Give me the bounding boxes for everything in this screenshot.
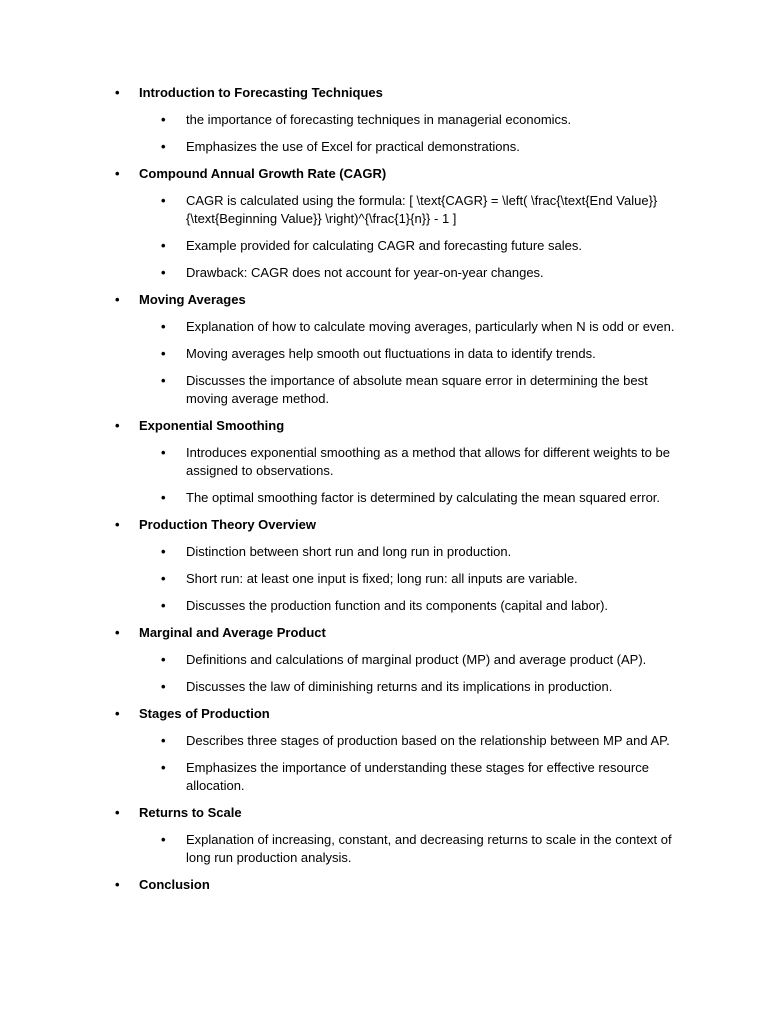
outline-section — [0, 291, 768, 408]
sub-bullet-list — [0, 651, 768, 696]
bullet-icon: • — [115, 85, 120, 100]
sub-bullet-item — [0, 138, 768, 156]
sub-bullet-text: Drawback: CAGR does not account for year-on-year changes. — [186, 265, 544, 280]
bullet-icon: • — [161, 112, 166, 127]
sub-bullet-list — [0, 543, 768, 615]
sub-bullet-list — [0, 732, 768, 795]
section-heading-text: Introduction to Forecasting Techniques — [139, 85, 383, 100]
section-heading — [0, 876, 768, 894]
outline-section — [0, 876, 768, 894]
bullet-icon: • — [115, 166, 120, 181]
sub-bullet-text: Describes three stages of production based on the relationship between MP and AP. — [186, 733, 670, 748]
bullet-icon: • — [161, 760, 166, 775]
bullet-icon: • — [161, 319, 166, 334]
sub-bullet-item — [0, 192, 768, 228]
sub-bullet-item — [0, 264, 768, 282]
outline-section — [0, 705, 768, 795]
sub-bullet-list — [0, 444, 768, 507]
section-heading-text: Conclusion — [139, 877, 210, 892]
sub-bullet-text: Discusses the law of diminishing returns and its implications in production. — [186, 679, 613, 694]
outline-section — [0, 516, 768, 615]
bullet-icon: • — [161, 265, 166, 280]
sub-bullet-item — [0, 318, 768, 336]
bullet-icon: • — [115, 292, 120, 307]
sub-bullet-item — [0, 678, 768, 696]
sub-bullet-text: Explanation of how to calculate moving averages, particularly when N is odd or even. — [186, 319, 675, 334]
section-heading — [0, 84, 768, 102]
bullet-icon: • — [161, 490, 166, 505]
sub-bullet-list — [0, 831, 768, 867]
bullet-icon: • — [161, 373, 166, 388]
sub-bullet-item — [0, 732, 768, 750]
outline-section — [0, 624, 768, 696]
sub-bullet-item — [0, 111, 768, 129]
sub-bullet-item — [0, 570, 768, 588]
section-heading — [0, 165, 768, 183]
bullet-icon: • — [161, 346, 166, 361]
sub-bullet-item — [0, 543, 768, 561]
sub-bullet-text: Example provided for calculating CAGR and forecasting future sales. — [186, 238, 582, 253]
bullet-icon: • — [161, 832, 166, 847]
section-heading-text: Compound Annual Growth Rate (CAGR) — [139, 166, 387, 181]
sub-bullet-text: Short run: at least one input is fixed; long run: all inputs are variable. — [186, 571, 578, 586]
bullet-icon: • — [161, 652, 166, 667]
sub-bullet-text: Distinction between short run and long run in production. — [186, 544, 512, 559]
section-heading — [0, 291, 768, 309]
bullet-icon: • — [115, 706, 120, 721]
bullet-icon: • — [161, 733, 166, 748]
section-heading-text: Marginal and Average Product — [139, 625, 326, 640]
sub-bullet-text: the importance of forecasting techniques in managerial economics. — [186, 112, 572, 127]
sub-bullet-list — [0, 111, 768, 156]
section-heading — [0, 804, 768, 822]
outline-list — [0, 84, 768, 903]
bullet-icon: • — [161, 679, 166, 694]
section-heading — [0, 516, 768, 534]
bullet-icon: • — [161, 238, 166, 253]
bullet-icon: • — [161, 193, 166, 208]
bullet-icon: • — [115, 418, 120, 433]
sub-bullet-item — [0, 759, 768, 795]
sub-bullet-item — [0, 444, 768, 480]
sub-bullet-text: The optimal smoothing factor is determined by calculating the mean squared error. — [186, 490, 661, 505]
sub-bullet-item — [0, 831, 768, 867]
sub-bullet-text: Moving averages help smooth out fluctuations in data to identify trends. — [186, 346, 596, 361]
sub-bullet-item — [0, 597, 768, 615]
bullet-icon: • — [115, 877, 120, 892]
outline-section — [0, 804, 768, 867]
bullet-icon: • — [115, 517, 120, 532]
bullet-icon: • — [115, 625, 120, 640]
bullet-icon: • — [161, 139, 166, 154]
outline-section — [0, 84, 768, 156]
bullet-icon: • — [161, 598, 166, 613]
sub-bullet-list — [0, 318, 768, 408]
section-heading — [0, 624, 768, 642]
outline-section — [0, 417, 768, 507]
sub-bullet-item — [0, 489, 768, 507]
outline-section — [0, 165, 768, 282]
sub-bullet-item — [0, 372, 768, 408]
sub-bullet-text: Emphasizes the importance of understanding these stages for effective resource allocation. — [186, 760, 649, 793]
section-heading-text: Stages of Production — [139, 706, 270, 721]
sub-bullet-text: CAGR is calculated using the formula: [ \text{CAGR} = \left( \frac{\text{End Value}}{\text{Beginning Value}} \right)^{\frac{1}{n}} - 1 ] — [186, 193, 658, 226]
section-heading-text: Moving Averages — [139, 292, 246, 307]
sub-bullet-item — [0, 237, 768, 255]
sub-bullet-item — [0, 651, 768, 669]
section-heading — [0, 417, 768, 435]
sub-bullet-text: Introduces exponential smoothing as a method that allows for different weights to be assigned to observations. — [186, 445, 670, 478]
bullet-icon: • — [115, 805, 120, 820]
section-heading-text: Exponential Smoothing — [139, 418, 285, 433]
section-heading-text: Returns to Scale — [139, 805, 242, 820]
bullet-icon: • — [161, 544, 166, 559]
sub-bullet-text: Discusses the production function and its components (capital and labor). — [186, 598, 609, 613]
sub-bullet-text: Definitions and calculations of marginal product (MP) and average product (AP). — [186, 652, 647, 667]
section-heading — [0, 705, 768, 723]
sub-bullet-list — [0, 192, 768, 282]
bullet-icon: • — [161, 571, 166, 586]
sub-bullet-text: Explanation of increasing, constant, and decreasing returns to scale in the context of long run production analysis. — [186, 832, 672, 865]
sub-bullet-item — [0, 345, 768, 363]
sub-bullet-text: Emphasizes the use of Excel for practical demonstrations. — [186, 139, 520, 154]
section-heading-text: Production Theory Overview — [139, 517, 316, 532]
sub-bullet-text: Discusses the importance of absolute mean square error in determining the best moving average method. — [186, 373, 648, 406]
bullet-icon: • — [161, 445, 166, 460]
